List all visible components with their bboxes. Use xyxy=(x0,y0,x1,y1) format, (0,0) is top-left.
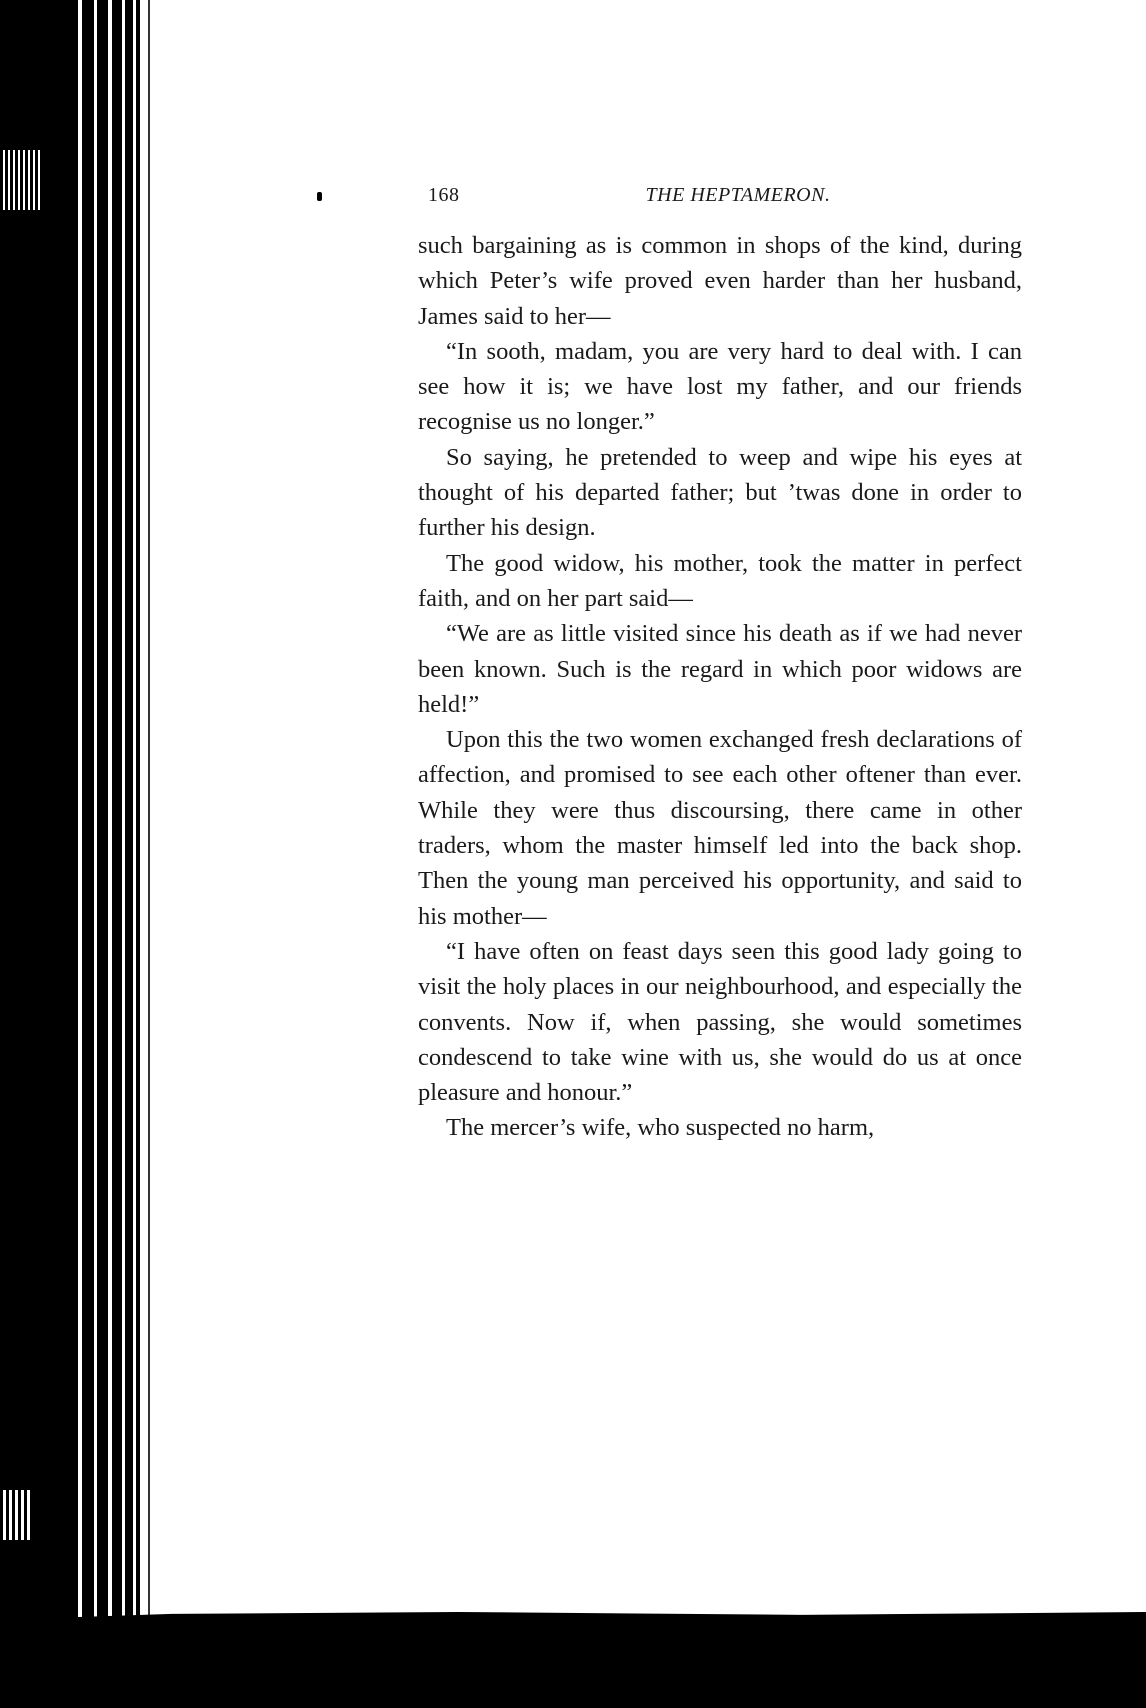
book-page xyxy=(418,176,1022,1146)
gutter-shadow-lower xyxy=(0,1490,30,1540)
gutter-shadow xyxy=(0,150,40,210)
running-head xyxy=(418,176,1022,206)
paragraph: “We are as little visited since his death as if we had never been known. Such is the regard in which poor widows are held!” xyxy=(418,620,1022,718)
paragraph: So saying, he pretended to weep and wipe his eyes at thought of his departed father; but ’twas done in order to further his design. xyxy=(418,443,1022,542)
book-gutter xyxy=(0,0,165,1708)
paragraph: The mercer’s wife, who suspected no harm, xyxy=(446,1114,875,1142)
scan-bottom-edge xyxy=(0,1612,1146,1708)
page-number: 168 xyxy=(428,184,460,206)
page-body xyxy=(418,228,1022,1146)
paragraph: The good widow, his mother, took the matter in perfect faith, and on her part said— xyxy=(418,549,1022,612)
paragraph: “In sooth, madam, you are very hard to deal with. I can see how it is; we have lost my father, and our friends recognise us no longer.” xyxy=(418,337,1022,436)
paragraph: Upon this the two women exchanged fresh declarations of affection, and promised to see each other oftener than ever. While they were thus discoursing, there came in other traders, whom the master himself led into the back shop. Then the young man perceived his opportunity, and said to his mother— xyxy=(418,726,1022,930)
running-title: THE HEPTAMERON. xyxy=(645,184,831,206)
margin-mark xyxy=(317,192,322,201)
paragraph: such bargaining as is common in shops of the kind, during which Peter’s wife proved even harder than her husband, James said to her— xyxy=(418,232,1022,330)
paragraph: “I have often on feast days seen this good lady going to visit the holy places in our neighbourhood, and especially the convents. Now if, when passing, she would sometimes condescend to take wine with us, she would do us at once pleasure and honour.” xyxy=(418,937,1022,1107)
